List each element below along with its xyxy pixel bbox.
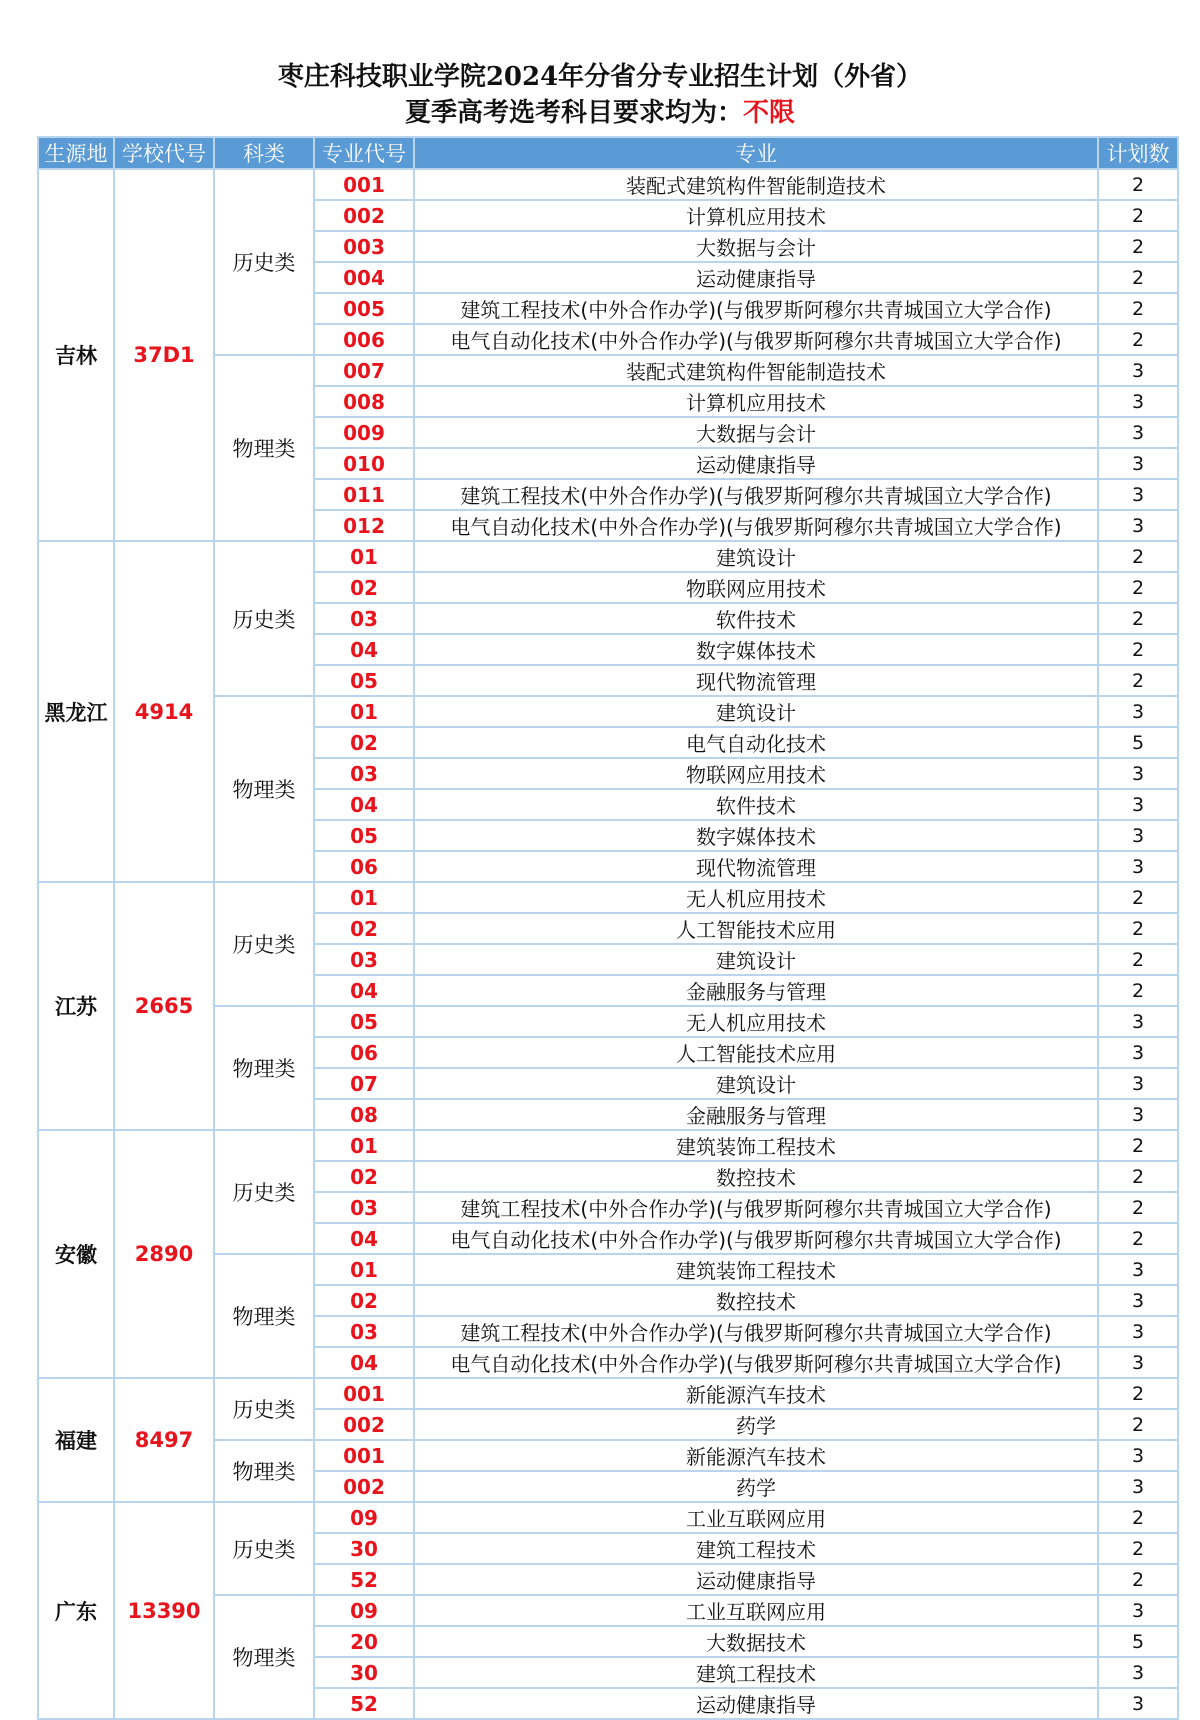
- major-name-cell: 建筑工程技术(中外合作办学)(与俄罗斯阿穆尔共青城国立大学合作): [414, 1316, 1098, 1347]
- major-code-cell: 002: [314, 1409, 414, 1440]
- table-row: [38, 882, 1178, 913]
- plan-count-cell: 2: [1098, 1223, 1178, 1254]
- plan-count-cell: 2: [1098, 1130, 1178, 1161]
- table-row: [38, 1130, 1178, 1161]
- major-code-cell: 03: [314, 1316, 414, 1347]
- major-name-cell: 大数据与会计: [414, 417, 1098, 448]
- plan-count-cell: 2: [1098, 1564, 1178, 1595]
- major-name-cell: 大数据技术: [414, 1626, 1098, 1657]
- major-name-cell: 装配式建筑构件智能制造技术: [414, 355, 1098, 386]
- plan-count-cell: 2: [1098, 262, 1178, 293]
- category-cell: 历史类: [214, 1378, 314, 1440]
- major-code-cell: 009: [314, 417, 414, 448]
- category-cell: 历史类: [214, 169, 314, 355]
- major-name-cell: 药学: [414, 1409, 1098, 1440]
- major-name-cell: 人工智能技术应用: [414, 1037, 1098, 1068]
- major-code-cell: 007: [314, 355, 414, 386]
- major-name-cell: 建筑装饰工程技术: [414, 1130, 1098, 1161]
- plan-count-cell: 2: [1098, 1378, 1178, 1409]
- major-name-cell: 建筑工程技术: [414, 1657, 1098, 1688]
- plan-count-cell: 2: [1098, 1533, 1178, 1564]
- table-row: [38, 169, 1178, 200]
- category-cell: 历史类: [214, 1502, 314, 1595]
- plan-count-cell: 2: [1098, 882, 1178, 913]
- plan-count-cell: 2: [1098, 231, 1178, 262]
- major-code-cell: 02: [314, 1161, 414, 1192]
- school-code-cell: 37D1: [114, 169, 214, 541]
- province-cell: 福建: [38, 1378, 114, 1502]
- table-body: [38, 169, 1178, 1719]
- major-code-cell: 30: [314, 1657, 414, 1688]
- requirement-label: 夏季高考选考科目要求均为：: [404, 98, 743, 128]
- plan-count-cell: 3: [1098, 851, 1178, 882]
- major-code-cell: 08: [314, 1099, 414, 1130]
- major-name-cell: 金融服务与管理: [414, 975, 1098, 1006]
- province-cell: 安徽: [38, 1130, 114, 1378]
- plan-count-cell: 2: [1098, 944, 1178, 975]
- school-code-cell: 4914: [114, 541, 214, 882]
- major-name-cell: 计算机应用技术: [414, 386, 1098, 417]
- major-code-cell: 03: [314, 603, 414, 634]
- major-name-cell: 电气自动化技术(中外合作办学)(与俄罗斯阿穆尔共青城国立大学合作): [414, 324, 1098, 355]
- plan-count-cell: 3: [1098, 1254, 1178, 1285]
- major-name-cell: 人工智能技术应用: [414, 913, 1098, 944]
- category-cell: 物理类: [214, 1254, 314, 1378]
- plan-count-cell: 2: [1098, 1409, 1178, 1440]
- plan-count-cell: 2: [1098, 572, 1178, 603]
- plan-count-cell: 3: [1098, 1285, 1178, 1316]
- school-code-cell: 13390: [114, 1502, 214, 1719]
- category-cell: 历史类: [214, 1130, 314, 1254]
- major-code-cell: 012: [314, 510, 414, 541]
- major-code-cell: 006: [314, 324, 414, 355]
- major-name-cell: 大数据与会计: [414, 231, 1098, 262]
- major-name-cell: 软件技术: [414, 789, 1098, 820]
- major-name-cell: 电气自动化技术(中外合作办学)(与俄罗斯阿穆尔共青城国立大学合作): [414, 510, 1098, 541]
- major-code-cell: 04: [314, 789, 414, 820]
- major-name-cell: 建筑设计: [414, 541, 1098, 572]
- plan-count-cell: 2: [1098, 169, 1178, 200]
- major-code-cell: 09: [314, 1502, 414, 1533]
- category-cell: 历史类: [214, 541, 314, 696]
- plan-count-cell: 3: [1098, 696, 1178, 727]
- table-row: [38, 1502, 1178, 1533]
- plan-count-cell: 2: [1098, 541, 1178, 572]
- plan-count-cell: 3: [1098, 1657, 1178, 1688]
- header-province: 生源地: [38, 137, 114, 169]
- major-code-cell: 002: [314, 1471, 414, 1502]
- major-code-cell: 09: [314, 1595, 414, 1626]
- major-name-cell: 数字媒体技术: [414, 634, 1098, 665]
- major-name-cell: 建筑设计: [414, 944, 1098, 975]
- major-name-cell: 金融服务与管理: [414, 1099, 1098, 1130]
- plan-count-cell: 2: [1098, 200, 1178, 231]
- plan-count-cell: 3: [1098, 1688, 1178, 1719]
- major-code-cell: 04: [314, 634, 414, 665]
- major-code-cell: 001: [314, 1440, 414, 1471]
- province-cell: 黑龙江: [38, 541, 114, 882]
- plan-count-cell: 3: [1098, 1037, 1178, 1068]
- enrollment-plan-table: [37, 136, 1179, 1720]
- major-name-cell: 运动健康指导: [414, 448, 1098, 479]
- table-row: [38, 1378, 1178, 1409]
- major-code-cell: 04: [314, 975, 414, 1006]
- category-cell: 物理类: [214, 1006, 314, 1130]
- plan-count-cell: 3: [1098, 789, 1178, 820]
- major-code-cell: 20: [314, 1626, 414, 1657]
- major-code-cell: 06: [314, 1037, 414, 1068]
- major-code-cell: 07: [314, 1068, 414, 1099]
- major-name-cell: 电气自动化技术: [414, 727, 1098, 758]
- major-name-cell: 药学: [414, 1471, 1098, 1502]
- page-title: 枣庄科技职业学院2024年分省分专业招生计划（外省）: [277, 62, 923, 92]
- major-code-cell: 02: [314, 1285, 414, 1316]
- school-code-cell: 2890: [114, 1130, 214, 1378]
- major-name-cell: 数控技术: [414, 1161, 1098, 1192]
- requirement-value: 不限: [743, 98, 796, 128]
- plan-count-cell: 3: [1098, 448, 1178, 479]
- major-code-cell: 05: [314, 665, 414, 696]
- province-cell: 广东: [38, 1502, 114, 1719]
- plan-count-cell: 3: [1098, 758, 1178, 789]
- major-code-cell: 52: [314, 1564, 414, 1595]
- major-code-cell: 01: [314, 1254, 414, 1285]
- major-name-cell: 电气自动化技术(中外合作办学)(与俄罗斯阿穆尔共青城国立大学合作): [414, 1223, 1098, 1254]
- plan-count-cell: 2: [1098, 293, 1178, 324]
- province-cell: 吉林: [38, 169, 114, 541]
- major-code-cell: 05: [314, 1006, 414, 1037]
- major-name-cell: 数控技术: [414, 1285, 1098, 1316]
- plan-count-cell: 3: [1098, 820, 1178, 851]
- plan-count-cell: 2: [1098, 913, 1178, 944]
- table-header-row: [38, 137, 1178, 169]
- major-code-cell: 52: [314, 1688, 414, 1719]
- major-code-cell: 01: [314, 541, 414, 572]
- plan-count-cell: 2: [1098, 603, 1178, 634]
- major-name-cell: 运动健康指导: [414, 1564, 1098, 1595]
- category-cell: 物理类: [214, 696, 314, 882]
- major-name-cell: 工业互联网应用: [414, 1502, 1098, 1533]
- plan-count-cell: 2: [1098, 1161, 1178, 1192]
- major-name-cell: 建筑工程技术: [414, 1533, 1098, 1564]
- major-name-cell: 建筑工程技术(中外合作办学)(与俄罗斯阿穆尔共青城国立大学合作): [414, 479, 1098, 510]
- major-code-cell: 04: [314, 1347, 414, 1378]
- category-cell: 物理类: [214, 1595, 314, 1719]
- major-name-cell: 新能源汽车技术: [414, 1378, 1098, 1409]
- subject-requirement: [0, 96, 1200, 130]
- major-code-cell: 002: [314, 200, 414, 231]
- major-code-cell: 04: [314, 1223, 414, 1254]
- major-code-cell: 01: [314, 882, 414, 913]
- major-name-cell: 电气自动化技术(中外合作办学)(与俄罗斯阿穆尔共青城国立大学合作): [414, 1347, 1098, 1378]
- category-cell: 历史类: [214, 882, 314, 1006]
- plan-count-cell: 5: [1098, 727, 1178, 758]
- major-name-cell: 软件技术: [414, 603, 1098, 634]
- plan-count-cell: 3: [1098, 386, 1178, 417]
- school-code-cell: 8497: [114, 1378, 214, 1502]
- plan-count-cell: 2: [1098, 975, 1178, 1006]
- plan-count-cell: 3: [1098, 355, 1178, 386]
- major-code-cell: 06: [314, 851, 414, 882]
- major-name-cell: 现代物流管理: [414, 665, 1098, 696]
- school-code-cell: 2665: [114, 882, 214, 1130]
- plan-count-cell: 3: [1098, 1099, 1178, 1130]
- header-major-code: 专业代号: [314, 137, 414, 169]
- major-name-cell: 物联网应用技术: [414, 758, 1098, 789]
- major-name-cell: 数字媒体技术: [414, 820, 1098, 851]
- major-code-cell: 02: [314, 727, 414, 758]
- plan-count-cell: 3: [1098, 510, 1178, 541]
- major-code-cell: 05: [314, 820, 414, 851]
- major-name-cell: 建筑装饰工程技术: [414, 1254, 1098, 1285]
- major-name-cell: 运动健康指导: [414, 262, 1098, 293]
- major-code-cell: 004: [314, 262, 414, 293]
- plan-count-cell: 3: [1098, 1006, 1178, 1037]
- category-cell: 物理类: [214, 1440, 314, 1502]
- major-code-cell: 02: [314, 572, 414, 603]
- major-name-cell: 建筑工程技术(中外合作办学)(与俄罗斯阿穆尔共青城国立大学合作): [414, 1192, 1098, 1223]
- plan-count-cell: 3: [1098, 1595, 1178, 1626]
- province-cell: 江苏: [38, 882, 114, 1130]
- major-code-cell: 01: [314, 696, 414, 727]
- major-code-cell: 03: [314, 1192, 414, 1223]
- major-name-cell: 物联网应用技术: [414, 572, 1098, 603]
- major-code-cell: 011: [314, 479, 414, 510]
- major-code-cell: 001: [314, 169, 414, 200]
- major-code-cell: 03: [314, 758, 414, 789]
- major-code-cell: 01: [314, 1130, 414, 1161]
- plan-count-cell: 3: [1098, 417, 1178, 448]
- major-name-cell: 建筑设计: [414, 696, 1098, 727]
- major-name-cell: 无人机应用技术: [414, 1006, 1098, 1037]
- major-name-cell: 建筑设计: [414, 1068, 1098, 1099]
- plan-count-cell: 3: [1098, 1316, 1178, 1347]
- major-code-cell: 02: [314, 913, 414, 944]
- major-name-cell: 无人机应用技术: [414, 882, 1098, 913]
- major-name-cell: 运动健康指导: [414, 1688, 1098, 1719]
- major-code-cell: 005: [314, 293, 414, 324]
- major-name-cell: 装配式建筑构件智能制造技术: [414, 169, 1098, 200]
- header-major: 专业: [414, 137, 1098, 169]
- category-cell: 物理类: [214, 355, 314, 541]
- major-name-cell: 现代物流管理: [414, 851, 1098, 882]
- plan-count-cell: 3: [1098, 479, 1178, 510]
- plan-count-cell: 2: [1098, 1192, 1178, 1223]
- major-code-cell: 003: [314, 231, 414, 262]
- header-plan-count: 计划数: [1098, 137, 1178, 169]
- header-category: 科类: [214, 137, 314, 169]
- major-code-cell: 03: [314, 944, 414, 975]
- major-name-cell: 计算机应用技术: [414, 200, 1098, 231]
- major-code-cell: 001: [314, 1378, 414, 1409]
- plan-count-cell: 2: [1098, 665, 1178, 696]
- plan-count-cell: 2: [1098, 634, 1178, 665]
- major-name-cell: 建筑工程技术(中外合作办学)(与俄罗斯阿穆尔共青城国立大学合作): [414, 293, 1098, 324]
- plan-count-cell: 3: [1098, 1440, 1178, 1471]
- header-school-code: 学校代号: [114, 137, 214, 169]
- major-code-cell: 008: [314, 386, 414, 417]
- major-name-cell: 工业互联网应用: [414, 1595, 1098, 1626]
- major-name-cell: 新能源汽车技术: [414, 1440, 1098, 1471]
- major-code-cell: 30: [314, 1533, 414, 1564]
- plan-count-cell: 3: [1098, 1068, 1178, 1099]
- plan-count-cell: 5: [1098, 1626, 1178, 1657]
- plan-count-cell: 3: [1098, 1347, 1178, 1378]
- plan-count-cell: 2: [1098, 1502, 1178, 1533]
- plan-count-cell: 2: [1098, 324, 1178, 355]
- major-code-cell: 010: [314, 448, 414, 479]
- table-row: [38, 541, 1178, 572]
- plan-count-cell: 3: [1098, 1471, 1178, 1502]
